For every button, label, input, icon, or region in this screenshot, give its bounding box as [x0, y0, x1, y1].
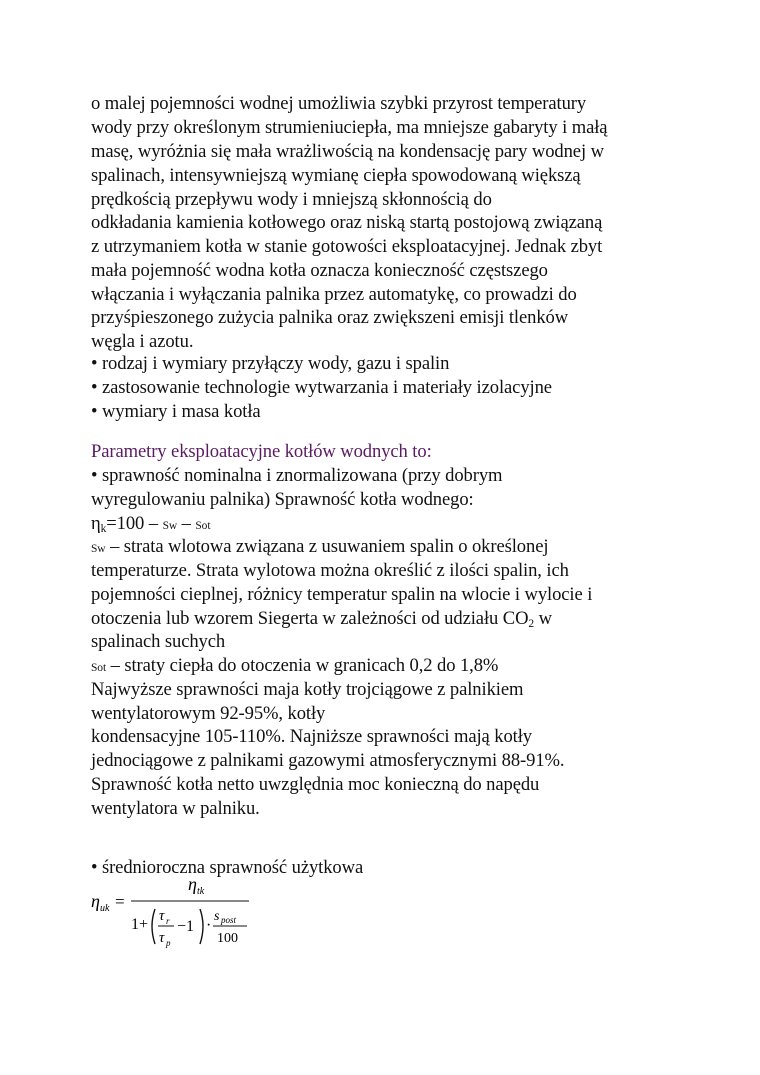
bullet-item: • zastosowanie technologie wytwarzania i materiały izolacyjne [91, 377, 552, 398]
paragraph-line: spalinach suchych [91, 631, 226, 652]
paragraph-line: pojemności cieplnej, różnicy temperatur spalin na wlocie i wylocie i [91, 584, 593, 605]
paragraph-line: o malej pojemności wodnej umożliwia szybki przyrost temperatury [91, 93, 587, 114]
eta-symbol: η [91, 513, 101, 534]
tau-p-subscript: p [166, 938, 171, 948]
s-post-subscript: post [221, 915, 237, 925]
paragraph-line: Sprawność kotła netto uwzględnia moc konieczną do napędu [91, 774, 540, 795]
paragraph-line: wentylatorowym 92-95%, kotły [91, 703, 326, 724]
formula-minus: – [177, 513, 196, 534]
paragraph-line: wentylatora w palniku. [91, 798, 260, 819]
minus-one: −1 [177, 918, 195, 935]
annual-efficiency-formula [91, 876, 261, 956]
paragraph-line: wyregulowaniu palnika) Sprawność kotła wodnego: [91, 489, 474, 510]
paragraph-line: kondensacyjne 105-110%. Najniższe sprawności mają kotły [91, 726, 532, 747]
eta-tk-subscript: tk [197, 886, 205, 897]
paragraph-line: przyśpieszonego zużycia palnika oraz zwiększeni emisji tlenków [91, 307, 569, 328]
co2-text-end: w [534, 608, 552, 629]
eta-subscript: k [100, 523, 107, 535]
eta-tk-symbol: η [188, 876, 197, 894]
paragraph-line: masę, wyróżnia się mała wrażliwością na kondensację pary wodnej w [91, 141, 604, 162]
paragraph-line: temperaturze. Strata wylotowa można określić z ilości spalin, ich [91, 560, 569, 581]
paragraph-line [91, 654, 498, 680]
paragraph-line: węgla i azotu. [91, 331, 194, 352]
bullet-item: • sprawność nominalna i znormalizowana (przy dobrym [91, 465, 503, 486]
paragraph-line [91, 535, 548, 561]
paragraph-line: wody przy określonym strumieniuciepła, ma mniejsze gabaryty i małą [91, 117, 608, 138]
paragraph-line: jednociągowe z palnikami gazowymi atmosferycznymi 88-91%. [91, 750, 565, 771]
co2-subscript: 2 [528, 618, 535, 630]
paragraph-line: prędkością przepływu wody i mniejszą skłonnością do [91, 189, 492, 210]
bullet-item: • średnioroczna sprawność użytkowa [91, 857, 364, 878]
one-plus: 1+ [131, 916, 149, 933]
section-heading: Parametry eksploatacyjne kotłów wodnych to: [91, 441, 432, 462]
paragraph-line: z utrzymaniem kotła w stanie gotowości eksploatacyjnej. Jednak zbyt [91, 236, 603, 257]
equals-sign: = [115, 892, 125, 911]
paragraph-line: spalinach, intensywniejszą wymianę ciepła spowodowaną większą [91, 165, 581, 186]
formula-text: =100 – [106, 513, 163, 534]
eta-uk-symbol: η [91, 891, 100, 911]
sw-symbol: Sw [162, 520, 178, 532]
paragraph-line: odkładania kamienia kotłowego oraz niską startą postojową związaną [91, 212, 603, 233]
sw-label: Sw [91, 543, 106, 555]
s-post-symbol: s [214, 909, 220, 924]
paragraph-line: Najwyższe sprawności maja kotły trojciągowe z palnikiem [91, 679, 524, 700]
sot-description: – straty ciepła do otoczenia w granicach 0,2 do 1,8% [106, 655, 499, 676]
sot-symbol: Sot [195, 520, 211, 532]
tau-p-symbol: τ [159, 930, 165, 946]
tau-r-symbol: τ [159, 908, 165, 924]
left-paren [152, 909, 155, 944]
bullet-item: • rodzaj i wymiary przyłączy wody, gazu i spalin [91, 353, 450, 374]
eta-uk-subscript: uk [100, 903, 110, 914]
paragraph-line: mała pojemność wodna kotła oznacza konieczność częstszego [91, 260, 548, 281]
sot-label: Sot [91, 662, 107, 674]
bullet-item: • wymiary i masa kotła [91, 401, 261, 422]
right-paren [200, 909, 203, 944]
co2-text: otoczenia lub wzorem Siegerta w zależności od udziału CO [91, 608, 529, 629]
tau-r-subscript: r [166, 916, 170, 926]
hundred: 100 [217, 931, 238, 946]
sw-description: – strata wlotowa związana z usuwaniem spalin o określonej [105, 536, 549, 557]
paragraph-line: włączania i wyłączania palnika przez automatykę, co prowadzi do [91, 284, 577, 305]
dot-operator: · [206, 917, 212, 934]
